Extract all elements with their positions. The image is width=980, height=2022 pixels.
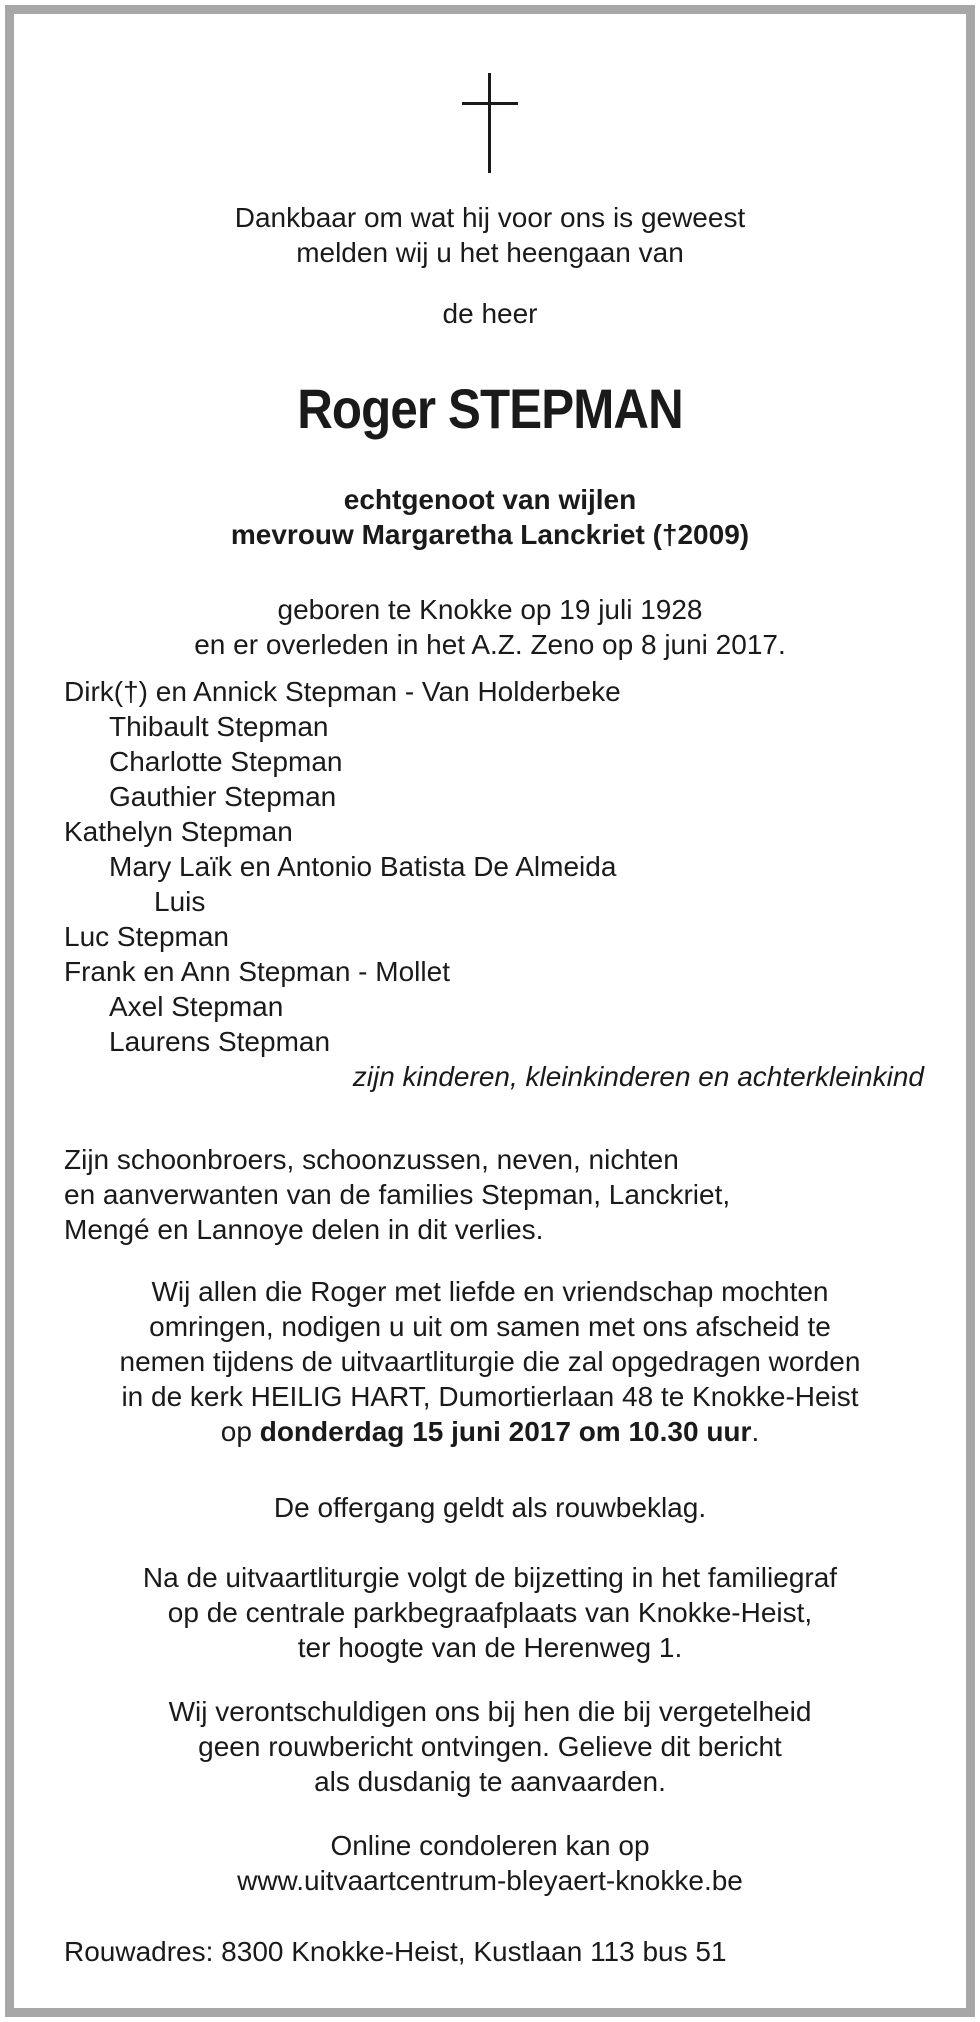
burial-line: Na de uitvaartliturgie volgt de bijzetting in het familiegraf [142, 1562, 838, 1593]
birth-line: geboren te Knokke op 19 juli 1928 [277, 594, 703, 625]
apology-line: als dusdanig te aanvaarden. [314, 1766, 666, 1797]
burial-text [28, 1560, 952, 1665]
funeral-line: Wij allen die Roger met liefde en vriendschap mochten [151, 1276, 829, 1307]
address-text: Rouwadres: 8300 Knokke-Heist, Kustlaan 113 bus 51 [64, 1936, 727, 1967]
family-member: Kathelyn Stepman [64, 816, 293, 847]
funeral-date-suffix: . [751, 1416, 760, 1447]
family-member: Laurens Stepman [109, 1026, 331, 1057]
funeral-line: nemen tijdens de uitvaartliturgie die zal opgedragen worden [119, 1346, 861, 1377]
funeral-date: donderdag 15 juni 2017 om 10.30 uur [259, 1416, 752, 1447]
relatives-text [64, 1142, 730, 1247]
intro-line-1: Dankbaar om wat hij voor ons is geweest [234, 202, 746, 233]
apology-line: geen rouwbericht ontvingen. Gelieve dit bericht [198, 1731, 782, 1762]
apology-line: Wij verontschuldigen ons bij hen die bij vergetelheid [168, 1696, 812, 1727]
family-member: Frank en Ann Stepman - Mollet [64, 956, 450, 987]
family-member: Mary Laïk en Antonio Batista De Almeida [109, 851, 617, 882]
offering-text: De offergang geldt als rouwbeklag. [273, 1492, 707, 1523]
spouse-text [28, 482, 952, 552]
family-member: Charlotte Stepman [109, 746, 343, 777]
relatives-line: en aanverwanten van de families Stepman, Lanckriet, [64, 1179, 731, 1210]
family-member: Axel Stepman [109, 991, 284, 1022]
intro-text [28, 200, 952, 270]
funeral-line: omringen, nodigen u uit om samen met ons afscheid te [149, 1311, 831, 1342]
funeral-date-line [28, 1414, 952, 1449]
family-list [64, 674, 924, 1094]
family-member: Luis [154, 886, 206, 917]
salutation: de heer [442, 298, 538, 329]
relatives-line: Mengé en Lannoye delen in dit verlies. [64, 1214, 544, 1245]
birth-death-text [28, 592, 952, 662]
deceased-name: Roger STEPMAN [297, 377, 683, 440]
burial-line: op de centrale parkbegraafplaats van Knokke-Heist, [167, 1597, 813, 1628]
obituary-frame [5, 5, 975, 2017]
name-wrapper [28, 374, 952, 444]
condolence-line: Online condoleren kan op [330, 1830, 650, 1861]
apology-text [28, 1694, 952, 1799]
condolence-url[interactable]: www.uitvaartcentrum-bleyaert-knokke.be [237, 1865, 743, 1896]
funeral-date-prefix: op [220, 1416, 260, 1447]
family-member: Luc Stepman [64, 921, 229, 952]
spouse-line-2: mevrouw Margaretha Lanckriet (†2009) [230, 519, 750, 550]
family-member: Gauthier Stepman [109, 781, 337, 812]
relatives-line: Zijn schoonbroers, schoonzussen, neven, nichten [64, 1144, 679, 1175]
burial-line: ter hoogte van de Herenweg 1. [297, 1632, 683, 1663]
family-relation: zijn kinderen, kleinkinderen en achterkleinkind [352, 1061, 924, 1092]
family-member: Dirk(†) en Annick Stepman - Van Holderbeke [64, 676, 621, 707]
cross-icon [460, 73, 520, 173]
intro-line-2: melden wij u het heengaan van [296, 237, 684, 268]
spouse-line-1: echtgenoot van wijlen [343, 484, 637, 515]
obituary-content [28, 28, 952, 1994]
family-member: Thibault Stepman [109, 711, 329, 742]
condolence-text [28, 1828, 952, 1898]
funeral-text [28, 1274, 952, 1449]
family-rows [64, 674, 924, 1059]
death-line: en er overleden in het A.Z. Zeno op 8 juni 2017. [194, 629, 786, 660]
funeral-line: in de kerk HEILIG HART, Dumortierlaan 48 te Knokke-Heist [121, 1381, 859, 1412]
